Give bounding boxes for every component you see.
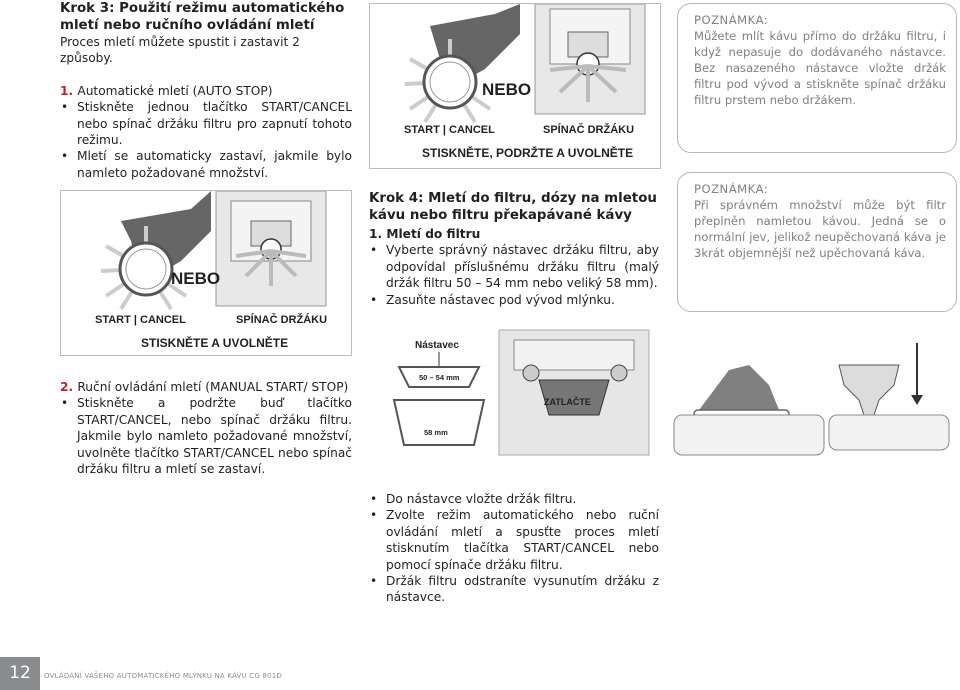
manual-mode-bullets [60,395,352,477]
step4-list [369,491,659,606]
filter-grinding-number: 1. [369,227,383,241]
start-cancel-label: START | CANCEL [404,124,495,136]
or-label: NEBO [482,80,532,99]
page-number: 12 [0,657,40,690]
note-box [677,3,957,153]
note-box [677,172,957,312]
auto-mode-heading [60,83,352,99]
manual-mode-section [60,377,352,477]
step4-title: Krok 4: Mletí do filtru, dózy na mletou kávu nebo filtru překapávané kávy [369,191,657,223]
manual-mode-title: Ruční ovládání mletí (MANUAL START/ STOP) [77,380,349,394]
adapter-figure [369,325,960,475]
size-small-label: 50 – 54 mm [419,373,460,382]
list-item: • Mletí se automaticky zastaví, jakmile bylo namleto požadované množství. [60,148,352,181]
push-label: ZATLAČTE [544,397,591,407]
list-item: • Zvolte režim automatického nebo ruční ovládání mletí a spusťte proces mletí stisknutím tlačítka START/CANCEL nebo pomocí spínače držáku filtru. [369,507,659,573]
size-large-label: 58 mm [424,428,448,437]
auto-mode-number: 1. [60,83,74,98]
filter-grinding-heading [369,226,659,242]
note-heading: POZNÁMKA: [694,182,769,196]
press-hold-release-figure [369,3,661,169]
grinder-illustration [370,4,662,170]
figure-caption: STISKNĚTE, PODRŽTE A UVOLNĚTE [422,146,634,160]
footer-text: OVLÁDÁNÍ VAŠEHO AUTOMATICKÉHO MLÝNKU NA KÁVU CG 801D [44,672,282,680]
or-label: NEBO [171,269,221,288]
step3-section [60,0,352,181]
list-item: • Do nástavce vložte držák filtru. [369,491,659,507]
auto-mode-title: Automatické mletí (AUTO STOP) [77,83,273,98]
list-item: • Zasuňte nástavec pod vývod mlýnku. [369,292,659,308]
note-text: Můžete mlít kávu přímo do držáku filtru, i když nepasuje do dodávaného nástavce. Bez nasazeného nástavce vložte držák filtru pod vývod a stiskněte spínač držáku filtru prstem nebo držákem. [694,29,946,107]
press-release-figure [60,190,352,356]
list-item: • Stiskněte a podržte buď tlačítko START/CANCEL, nebo spínač držáku filtru. Jakmile bylo namleto požadované množství, uvolněte tlačítko START/CANCEL nebo spínač držáku filtru a mletí se zastaví. [60,395,352,477]
list-item: • Držák filtru odstraníte vysunutím držáku z nástavce. [369,573,659,606]
step4-section [369,190,659,308]
start-cancel-label: START | CANCEL [95,314,186,326]
auto-mode-bullets [60,99,352,181]
grinder-illustration [61,191,353,357]
switch-label: SPÍNAČ DRŽÁKU [236,314,328,326]
figure-caption: STISKNĚTE A UVOLNĚTE [141,336,289,350]
step4-bullets [369,491,659,606]
filter-grinding-title: Mletí do filtru [386,227,481,241]
step3-title: Krok 3: Použití režimu automatického mletí nebo ručního ovládání mletí [60,1,345,33]
manual-mode-number: 2. [60,380,74,394]
list-item: • Stiskněte jednou tlačítko START/CANCEL nebo spínač držáku filtru pro zapnutí tohoto režimu. [60,99,352,148]
filter-grinding-bullets [369,242,659,308]
adapter-illustration [369,325,960,475]
step3-subtitle: Proces mletí můžete spustit i zastavit 2 způsoby. [60,35,300,66]
adapter-label: Nástavec [415,340,459,351]
note-text: Při správném množství může být filtr přeplněn namletou kávou. Jedná se o normální jev, jelikož neupěchovaná káva je 3krát objemnější než upěchovaná káva. [694,198,946,260]
list-item: • Vyberte správný nástavec držáku filtru, aby odpovídal příslušnému držáku filtru (malý držák filtru 50 – 54 mm nebo veliký 58 mm). [369,242,659,291]
note-heading: POZNÁMKA: [694,13,769,27]
manual-mode-heading [60,379,352,395]
switch-label: SPÍNAČ DRŽÁKU [543,124,635,136]
